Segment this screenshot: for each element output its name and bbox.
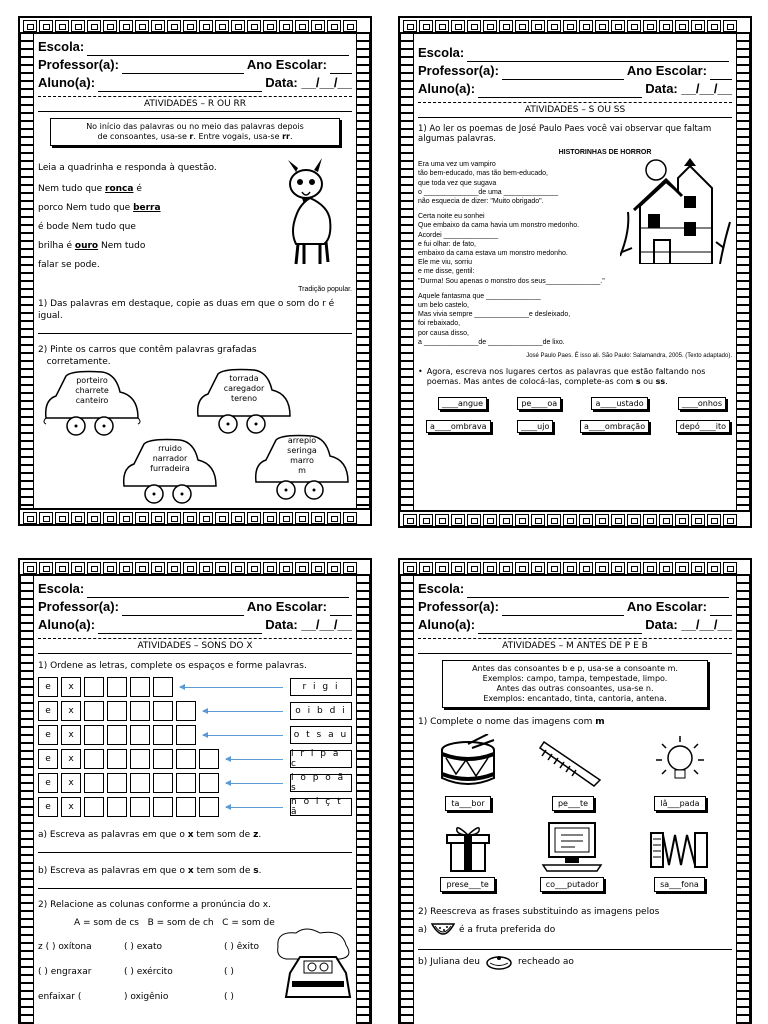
ano-field[interactable] bbox=[330, 603, 352, 616]
cake-icon bbox=[484, 954, 514, 970]
worksheet-r-rr bbox=[18, 16, 372, 526]
comb-icon bbox=[538, 734, 608, 790]
watermelon-icon bbox=[431, 922, 455, 938]
poem-title: HISTORINHAS DE HORROR bbox=[558, 149, 652, 156]
cars-area bbox=[38, 368, 352, 504]
poem-line: porco Nem tudo que berra bbox=[38, 203, 161, 213]
poem-line: brilha é ouro Nem tudo bbox=[38, 241, 146, 251]
aluno-field[interactable] bbox=[478, 621, 642, 634]
ano-field[interactable] bbox=[710, 603, 732, 616]
word-tag[interactable]: pe____oa bbox=[517, 397, 561, 410]
accordion-icon bbox=[649, 827, 709, 873]
worksheet-s-ss bbox=[398, 16, 752, 528]
instruction: Leia a quadrinha e responda à questão. bbox=[38, 163, 217, 173]
word-tags-row-2 bbox=[426, 420, 730, 433]
escola-field[interactable] bbox=[467, 585, 729, 598]
lightbulb-icon bbox=[648, 734, 712, 790]
escola-field[interactable] bbox=[87, 585, 349, 598]
poem-line: é bode Nem tudo que bbox=[38, 222, 136, 232]
word-tag[interactable]: ____onhos bbox=[678, 397, 726, 410]
grid-row: e x r i g i bbox=[38, 675, 352, 699]
question-1: 1) Ao ler os poemas de José Paulo Paes você vai observar que faltam algumas palavras. bbox=[418, 124, 712, 144]
word-tag[interactable]: ____angue bbox=[438, 397, 487, 410]
worksheet-sons-do-x bbox=[18, 558, 372, 1024]
ano-field[interactable] bbox=[330, 61, 352, 74]
word-tag[interactable]: depó____ito bbox=[676, 420, 730, 433]
car-1[interactable]: porteiro charrete canteiro bbox=[42, 370, 142, 442]
escola-field[interactable] bbox=[467, 49, 729, 62]
escola-field[interactable] bbox=[87, 43, 349, 56]
answer-line[interactable] bbox=[38, 322, 352, 334]
image-row-1 bbox=[418, 734, 732, 811]
drum-icon bbox=[438, 734, 498, 790]
page-title: ATIVIDADES – SONS DO X bbox=[38, 641, 352, 654]
rule-box: Antes das consoantes b e p, usa-se a consoante m. Exemplos: campo, tampa, tempestade, limpo. Antes das outras consoantes, usa-se n. Exemplos: encantado, tinta, cantoria, antena. bbox=[442, 660, 708, 708]
question-1: 1) Complete o nome das imagens com m bbox=[418, 717, 605, 727]
sound-legend: A = som de cs B = som de ch C = som de bbox=[74, 918, 275, 928]
page-title: ATIVIDADES – M ANTES DE P E B bbox=[418, 641, 732, 654]
grid-row: e x n o i ç t ã bbox=[38, 795, 352, 819]
question-1: 1) Ordene as letras, complete os espaços e forme palavras. bbox=[38, 661, 307, 671]
word-label[interactable]: pe___te bbox=[552, 796, 594, 811]
page-title: ATIVIDADES – S OU SS bbox=[418, 105, 732, 118]
word-label[interactable]: co___putador bbox=[540, 877, 605, 892]
grid-row: e x o i b d i bbox=[38, 699, 352, 723]
answer-line[interactable] bbox=[38, 841, 352, 853]
aluno-field[interactable] bbox=[478, 85, 642, 98]
question-2a: a) é a fruta preferida do bbox=[418, 922, 732, 938]
word-label[interactable]: prese___te bbox=[440, 877, 494, 892]
decorative-border-top bbox=[20, 560, 370, 576]
ano-field[interactable] bbox=[710, 67, 732, 80]
word-tag[interactable]: a____ombração bbox=[580, 420, 649, 433]
professor-field[interactable] bbox=[502, 603, 624, 616]
goat-illustration bbox=[274, 158, 344, 268]
question-a: a) Escreva as palavras em que o x tem som de z. bbox=[38, 830, 262, 840]
question-2: 2) Relacione as colunas conforme a pronúncia do x. bbox=[38, 900, 271, 910]
grid-row: e x i r l p a c bbox=[38, 747, 352, 771]
aluno-field[interactable] bbox=[98, 79, 262, 92]
question-2: 2) Pinte os carros que contêm palavras grafadas corretamente. bbox=[38, 345, 257, 367]
aluno-field[interactable] bbox=[98, 621, 262, 634]
professor-field[interactable] bbox=[122, 61, 244, 74]
word-tag[interactable]: a____ustado bbox=[591, 397, 647, 410]
word-tag[interactable]: ____ujo bbox=[517, 420, 553, 433]
professor-field[interactable] bbox=[502, 67, 624, 80]
student-header: Escola: Professor(a): Ano Escolar: Aluno(a): Data: __/__/__ bbox=[418, 45, 732, 96]
question-1: 1) Das palavras em destaque, copie as duas em que o som do r é igual. bbox=[38, 299, 335, 321]
computer-icon bbox=[541, 821, 603, 873]
car-4[interactable]: arrepio seringa marro m bbox=[252, 434, 352, 504]
question-2: 2) Reescreva as frases substituindo as imagens pelos bbox=[418, 907, 660, 917]
rule-box: No início das palavras ou no meio das palavras depois de consoantes, usa-se r. Entre vogais, usa-se rr. bbox=[50, 118, 340, 146]
professor-field[interactable] bbox=[122, 603, 244, 616]
student-header: Escola: Professor(a): Ano Escolar: Aluno(a): Data: __/__/__ bbox=[38, 581, 352, 632]
word-tags-row-1 bbox=[438, 397, 726, 410]
grid-row: e x o t s a u bbox=[38, 723, 352, 747]
grid-row: e x l o p o ã s bbox=[38, 771, 352, 795]
decorative-border-top bbox=[400, 560, 750, 576]
credit: Tradição popular. bbox=[298, 285, 352, 293]
answer-line[interactable] bbox=[38, 877, 352, 889]
decorative-border-top bbox=[20, 18, 370, 34]
question-b: b) Escreva as palavras em que o x tem som de s. bbox=[38, 866, 262, 876]
poem-text: Era uma vez um vampiro tão bem-educado, mas tão bem-educado, que toda vez que sugava o ______________de uma ______________ não esquecia de dizer: "Muito obrigado". Certa noite eu sonhei Que embaixo da cama havia um monstro medonho. Acordei ______________ e fui olhar: de fato, embaixo da cama estava um monstro medonho. Ele me viu, sorriu e me disse, gentil: "Durma! Sou apenas o monstro dos seus______________." Aquele fantasma que ______________ um belo castelo, Mas vivia sempre ______________e desleixado, foi rebaixado, por causa disso, a ______________de ______________de lixo. bbox=[418, 161, 605, 346]
poem-line: Nem tudo que ronca é bbox=[38, 184, 142, 194]
image-row-2 bbox=[418, 821, 732, 892]
student-header: Escola: Professor(a): Ano Escolar: Aluno(a): Data: __/__/__ bbox=[418, 581, 732, 632]
word-label[interactable]: lâ___pada bbox=[654, 796, 705, 811]
word-grid bbox=[38, 675, 352, 819]
bullet-instruction: • Agora, escreva nos lugares certos as palavras que estão faltando nos poemas. Mas antes de colocá-las, complete-as com s ou ss. bbox=[418, 367, 706, 387]
poem-line: falar se pode. bbox=[38, 260, 100, 270]
word-label[interactable]: ta___bor bbox=[445, 796, 490, 811]
answer-line[interactable] bbox=[418, 938, 732, 950]
decorative-border-top bbox=[400, 18, 750, 34]
gift-icon bbox=[443, 823, 493, 873]
poem-source: José Paulo Paes. É isso ali. São Paulo: Salamandra, 2005. (Texto adaptado). bbox=[526, 353, 732, 360]
taxi-illustration bbox=[276, 927, 352, 1007]
worksheet-m-antes-p-b bbox=[398, 558, 752, 1024]
page-title: ATIVIDADES – R OU RR bbox=[38, 99, 352, 112]
matching-columns: z ( ) oxítona ( ) exato ( ) êxito ( ) engraxar ( ) exército ( ) enfaixar ( ) oxigênio ( ) bbox=[38, 942, 259, 1002]
question-2b: b) Juliana deu recheado ao bbox=[418, 954, 732, 970]
car-3[interactable]: rruido narrador furradeira bbox=[120, 438, 220, 504]
word-label[interactable]: sa___fona bbox=[654, 877, 705, 892]
decorative-border-bottom bbox=[400, 510, 750, 526]
car-2[interactable]: torrada caregador tereno bbox=[194, 368, 294, 440]
haunted-house-illustration bbox=[620, 152, 732, 264]
decorative-border-bottom bbox=[20, 508, 370, 524]
student-header: Escola: Professor(a): Ano Escolar: Aluno(a): Data: __/__/__ bbox=[38, 39, 352, 90]
word-tag[interactable]: a____ombravа bbox=[426, 420, 491, 433]
